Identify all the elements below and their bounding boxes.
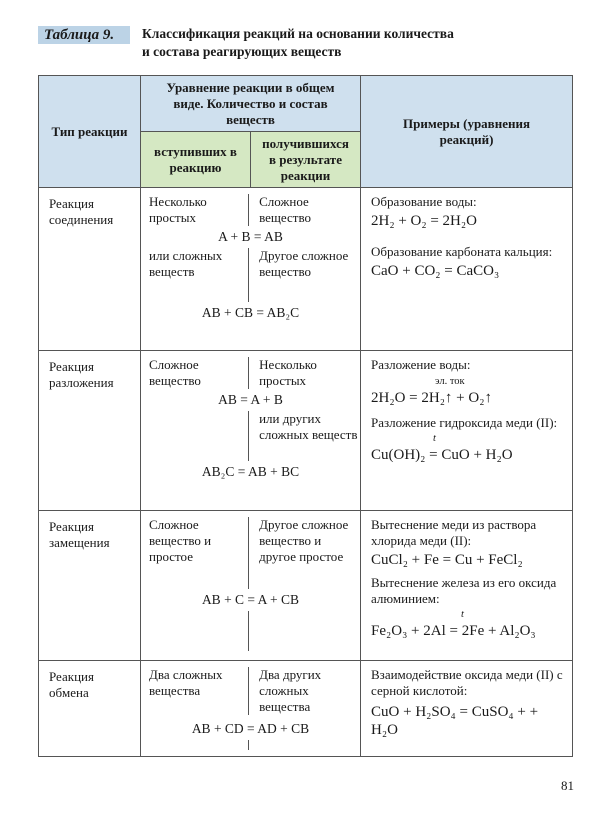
table-title: Классификация реакций на основании количества и состава реагирующих веществ <box>142 26 454 59</box>
general-equation: AB + C = A + CB <box>201 592 300 607</box>
example-formula: Fe₂O₃ + 2Al = 2Fe + Al₂O₃ <box>371 623 536 639</box>
classification-table <box>38 75 573 757</box>
general-equation: AB₂C = AB + BC <box>201 464 300 479</box>
products-text: Другое сложное вещество и другое простое <box>248 517 360 589</box>
header-equation: Уравнение реакции в общем виде. Количество и состав веществ <box>141 76 361 132</box>
example-title: Вытеснение меди из раствора хлорида меди (II): <box>371 517 537 548</box>
reactants-text: Два сложных вещества <box>149 667 223 698</box>
reaction-condition: t <box>433 433 436 444</box>
example-title: Разложение воды: <box>371 357 471 372</box>
example-formula: 2H₂O = 2H₂↑ + O₂↑ <box>371 390 492 406</box>
general-equation: AB + CD = AD + CB <box>191 721 310 736</box>
header-type: Тип реакции <box>39 76 141 188</box>
reactants-text: Сложное вещество <box>149 357 201 388</box>
products-text: Несколько простых <box>248 357 360 389</box>
example-formula: 2H₂ + O₂ = 2H₂O <box>371 213 477 229</box>
table-row <box>39 511 573 661</box>
example-formula: CuCl₂ + Fe = Cu + FeCl₂ <box>371 552 523 568</box>
products-text: Сложное вещество <box>248 194 360 226</box>
table-row <box>39 351 573 511</box>
products-text: Другое сложное вещество <box>248 248 360 302</box>
example-formula: CuO + H₂SO₄ = CuSO₄ + + H₂O <box>371 704 539 738</box>
general-equation: AB + CB = AB₂C <box>201 305 300 320</box>
example-title: Взаимодействие оксида меди (II) с серной кислотой: <box>371 667 563 698</box>
example-title: Образование карбоната кальция: <box>371 244 553 259</box>
table-label: Таблица 9. <box>38 26 130 44</box>
reaction-type: Реакция обмена <box>39 661 141 757</box>
reaction-condition: t <box>461 609 464 620</box>
reactants-text: Сложное вещество и простое <box>149 517 212 564</box>
header-examples: Примеры (уравнения реакций) <box>361 76 573 188</box>
header-products: получившихся в результате реакции <box>251 132 361 188</box>
table-caption <box>38 24 580 64</box>
reaction-condition: эл. ток <box>435 376 465 387</box>
general-equation: AB = A + B <box>218 392 283 407</box>
example-title: Вытеснение железа из его оксида алюминием: <box>371 575 557 606</box>
page-number: 81 <box>561 778 574 793</box>
reactants-text: Несколько простых <box>149 194 207 225</box>
example-formula: CaO + CO₂ = CaCO₃ <box>371 263 500 279</box>
products-text: Два других сложных вещества <box>248 667 360 715</box>
example-formula: Cu(OH)₂ = CuO + H₂O <box>371 447 513 463</box>
reaction-type: Реакция замещения <box>39 511 141 661</box>
header-reactants: вступивших в реакцию <box>141 132 251 188</box>
table-row <box>39 188 573 351</box>
reaction-type: Реакция разложения <box>39 351 141 511</box>
table-row <box>39 661 573 757</box>
products-text: или других сложных веществ <box>248 411 360 461</box>
example-title: Образование воды: <box>371 194 477 209</box>
general-equation: A + B = AB <box>218 229 283 244</box>
reaction-type: Реакция соединения <box>39 188 141 351</box>
reactants-text: или сложных веществ <box>149 248 223 279</box>
example-title: Разложение гидроксида меди (II): <box>371 415 558 430</box>
